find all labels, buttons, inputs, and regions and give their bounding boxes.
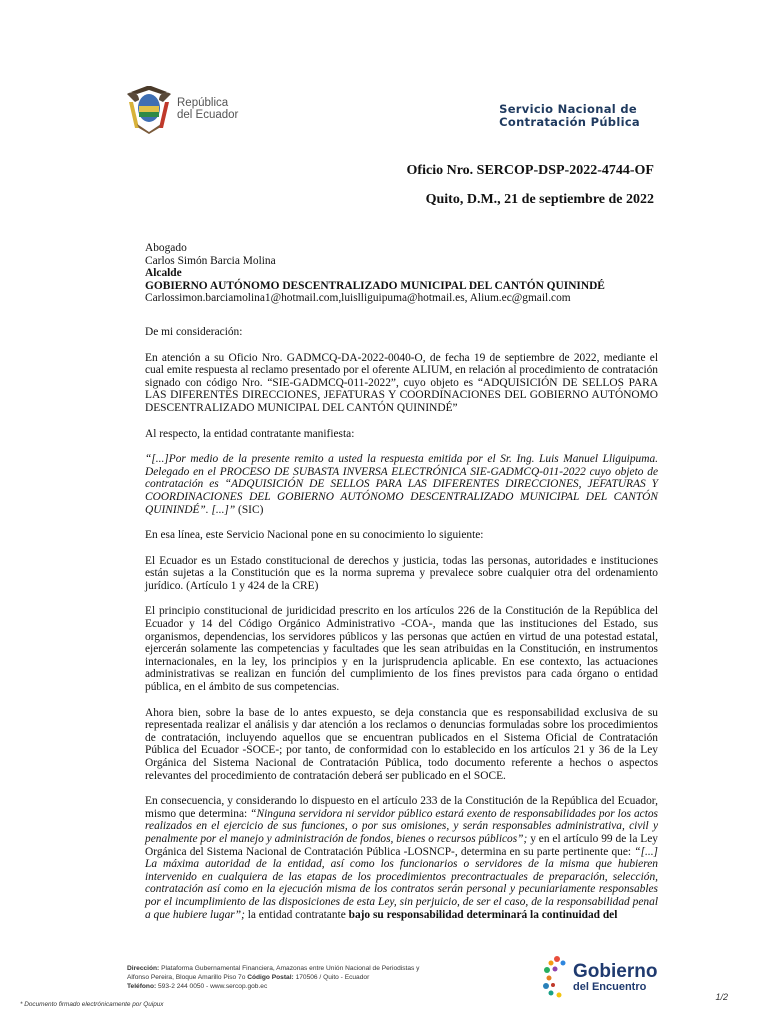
recipient-emails: Carlossimon.barciamolina1@hotmail.com,luislliguipuma@hotmail.es, Alium.ec@gmail.com <box>145 292 571 305</box>
document-date: Quito, D.M., 21 de septiembre de 2022 <box>425 192 654 207</box>
salutation: De mi consideración: <box>145 325 243 338</box>
agency-name: Servicio Nacional de Contratación Pública <box>499 102 640 129</box>
paragraph-5: El Ecuador es un Estado constitucional de derechos y justicia, todas las personas, autoridades e instituciones están sujetas a la Constitución que es la norma suprema y prevalece sobre cualquier otra del ordenamiento jurídico. (Artículo 1 y 424 de la CRE) <box>145 554 658 592</box>
gobierno-mark-icon <box>543 955 569 999</box>
footer-contact: Dirección: Plataforma Gubernamental Financiera, Amazonas entre Unión Nacional de Periodistas y Alfonso Pereira, Bloque Amarillo Piso 7o Código Postal: 170506 / Quito - Ecuador Teléfono: 593-2 244 0050 - www.sercop.gob.ec <box>127 965 420 990</box>
recipient-name: Carlos Simón Barcia Molina <box>145 254 276 267</box>
recipient-title: Abogado <box>145 242 187 254</box>
paragraph-2: Al respecto, la entidad contratante manifiesta: <box>145 427 355 440</box>
gobierno-title: Gobierno <box>573 960 658 982</box>
page-number: 1/2 <box>715 992 728 1002</box>
bold-determination: bajo su responsabilidad determinará la continuidad del <box>348 908 618 921</box>
signed-note: * Documento firmado electrónicamente por Quipux <box>20 1001 164 1008</box>
country-name: República del Ecuador <box>177 97 239 121</box>
recipient-role: Alcalde <box>145 267 182 280</box>
paragraph-7: Ahora bien, sobre la base de lo antes expuesto, se deja constancia que es responsabilidad exclusiva de su representada realizar el análisis y dar atención a los reclamos o denuncias formuladas sobre los procedimientos de contratación, incluyendo aquellos que se encuentran publicados en el Sistema Oficial de Contratación Pública del Ecuador -SOCE-; por tanto, de conformidad con lo establecido en los artículos 21 y 36 de la Ley Orgánica del Sistema Nacional de Contratación Pública, todo documento referente a hechos o aspectos relevantes del procedimiento de contratación deberá ser publicado en el SOCE. <box>145 706 658 782</box>
coat-of-arms-icon <box>125 82 173 136</box>
paragraph-1: En atención a su Oficio Nro. GADMCQ-DA-2022-0040-O, de fecha 19 de septiembre de 2022, mediante el cual emite respuesta al reclamo presentado por el oferente ALIUM, en relación al procedimiento de contratación signado con código Nro. “SIE-GADMCQ-011-2022”, cuyo objeto es “ADQUISICIÓN DE SELLOS PARA LAS DIFERENTES DIRECCIONES, JEFATURAS Y COORDINACIONES DEL GOBIERNO AUTÓNOMO DESCENTRALIZADO MUNICIPAL DEL CANTÓN QUININDÉ” <box>145 351 658 414</box>
gobierno-subtitle: del Encuentro <box>573 980 647 993</box>
paragraph-8: En consecuencia, y considerando lo dispuesto en el artículo 233 de la Constitución de la República del Ecuador, mismo que determina: “Ninguna servidora ni servidor público estará exento de responsabilidades por los actos realizados en el ejercicio de sus funciones, o por sus omisiones, y serán responsables administrativa, civil y penalmente por el manejo y administración de fondos, bienes o recursos públicos”; y en el artículo 99 de la Ley Orgánica del Sistema Nacional de Contratación Pública -LOSNCP-, determina en su parte pertinente que: “[...] La máxima autoridad de la entidad, así como los funcionarios o servidores de la misma que hubieren intervenido en cualquiera de las etapas de los procedimientos precontractuales de preparación, selección, contratación así como en la ejecución misma de los contratos serán personal y pecuniariamente responsables por el incumplimiento de las disposiciones de esta Ley, sin perjuicio, de ser el caso, de la responsabilidad penal a que hubiere lugar”; la entidad contratante bajo su responsabilidad determinará la continuidad del <box>145 795 658 921</box>
recipient-block <box>145 242 658 305</box>
letter-body <box>145 242 658 934</box>
paragraph-6: El principio constitucional de juridicidad prescrito en los artículos 226 de la Constitución de la República del Ecuador y 14 del Código Orgánico Administrativo -COA-, manda que las instituciones del Estado, sus organismos, dependencias, los servidores públicos y las personas que actúen en virtud de una potestad estatal, ejercerán solamente las competencias y facultades que les sean atribuidas en la Constitución, en instrumentos internacionales, en la ley, los principios y en la jurisprudencia aplicable. En ese contexto, las actuaciones administrativas se realizan en función del cumplimiento de los fines previstos para cada órgano o entidad pública, en el ámbito de sus competencias. <box>145 605 658 694</box>
recipient-institution: GOBIERNO AUTÓNOMO DESCENTRALIZADO MUNICIPAL DEL CANTÓN QUININDÉ <box>145 279 605 292</box>
paragraph-4: En esa línea, este Servicio Nacional pone en su conocimiento lo siguiente: <box>145 529 484 542</box>
sic-note: (SIC) <box>235 503 264 516</box>
gobierno-logo <box>543 955 657 999</box>
header-logo <box>125 82 238 136</box>
paragraph-3 <box>145 453 658 516</box>
losncp-quote: “[...] La máxima autoridad de la entidad, así como los funcionarios o servidores de la misma que hubieren intervenido en cualquiera de las etapas de los procedimientos precontractuales de preparación, selección, contratación así como en la ejecución misma de los contratos serán personal y pecuniariamente responsables por el incumplimiento de las disposiciones de esta Ley, sin perjuicio, de ser el caso, de la responsabilidad penal a que hubiere lugar”; <box>145 845 658 921</box>
document-number: Oficio Nro. SERCOP-DSP-2022-4744-OF <box>406 163 654 178</box>
constitution-quote: “Ninguna servidora ni servidor público estará exento de responsabilidades por los actos realizados en el ejercicio de sus funciones, o por sus omisiones, y serán responsables administrativa, civil y penalmente por el manejo y administración de fondos, bienes o recursos públicos”; <box>145 807 658 845</box>
entity-quote: “[...]Por medio de la presente remito a usted la respuesta emitida por el Sr. Ing. Luis Manuel Lliguipuma. Delegado en el PROCESO DE SUBASTA INVERSA ELECTRÓNICA SIE-GADMCQ-011-2022 cuyo objeto de contratación es “ADQUISICIÓN DE SELLOS PARA LAS DIFERENTES DIRECCIONES, JEFATURAS Y COORDINACIONES DEL GOBIERNO AUTÓNOMO DESCENTRALIZADO MUNICIPAL DEL CANTÓN QUININDÉ”. [...]” <box>145 453 658 516</box>
